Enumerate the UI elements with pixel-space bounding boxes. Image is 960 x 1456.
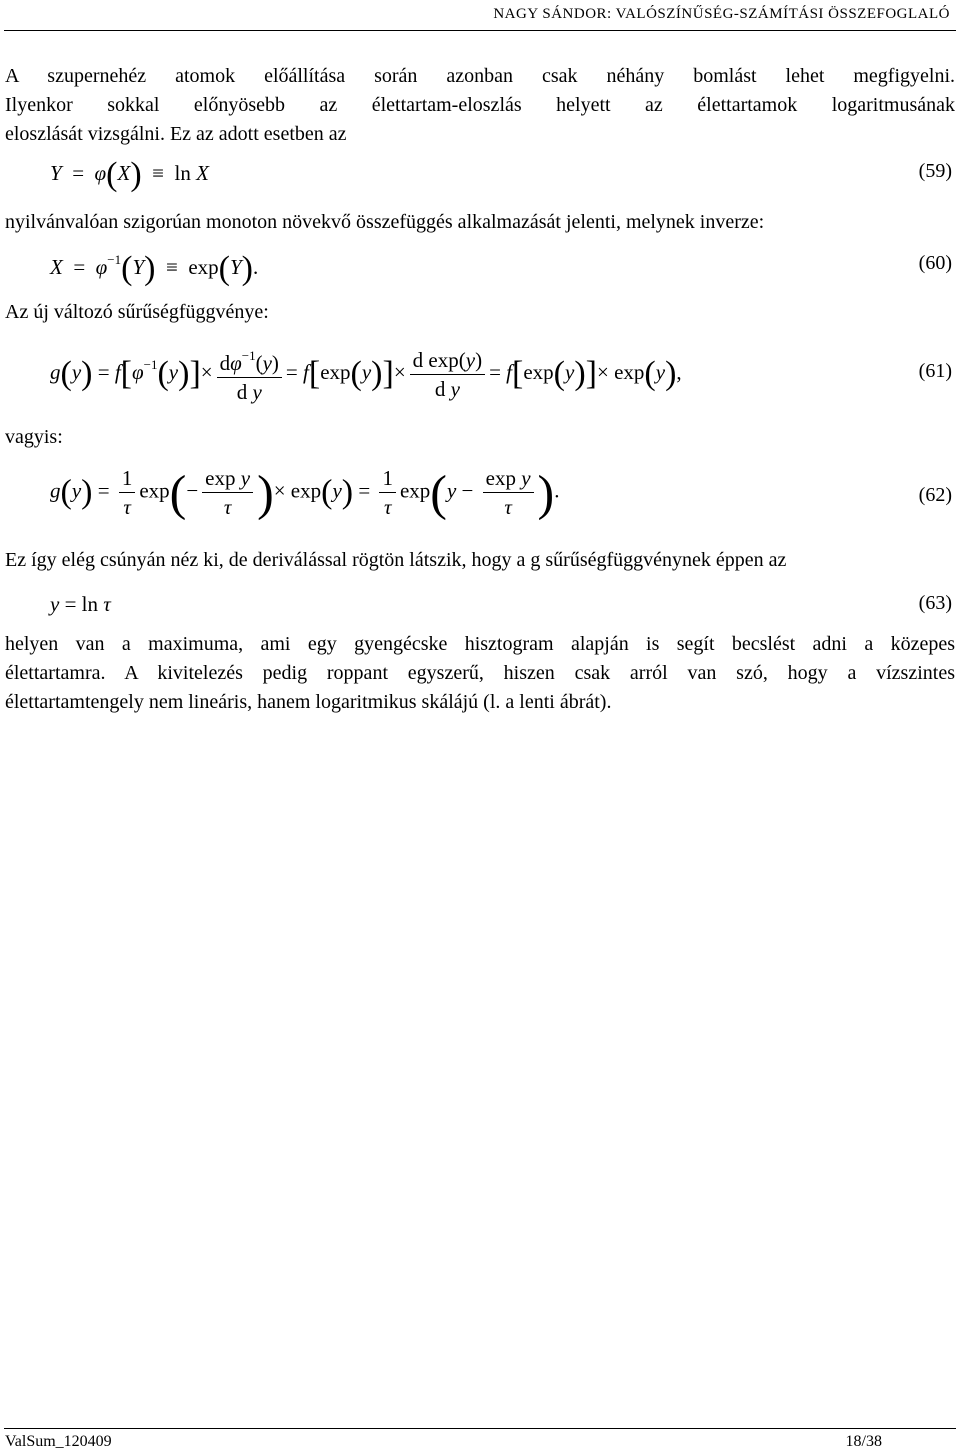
paragraph-intro (5, 62, 955, 149)
paragraph-line: Ilyenkor sokkal előnyösebb az élettartam-eloszlás helyett az élettartamok logaritmusának (5, 94, 955, 116)
paragraph-line: Az új változó sűrűségfüggvénye: (5, 301, 269, 323)
paragraph-line: élettartamra. A kivitelezés pedig roppant egyszerű, hiszen csak arról van szó, hogy a vízszintes (5, 662, 955, 684)
paragraph-line: A szupernehéz atomok előállítása során azonban csak néhány bomlást lehet megfigyelni. (5, 65, 955, 87)
equation-59 (0, 156, 960, 200)
paragraph-line: nyilvánvalóan szigorúan monoton növekvő összefüggés alkalmazását jelenti, melynek inverze: (5, 211, 765, 233)
paragraph-line: Ez így elég csúnyán néz ki, de deriválással rögtön látszik, hogy a g sűrűségfüggvénynek éppen az (5, 549, 787, 571)
footer-divider (4, 1428, 956, 1429)
equation-number: (61) (918, 360, 952, 382)
equation-60-body: $X = \varphi^{-1}(Y) \equiv \exp(Y)$. (50, 250, 259, 288)
equation-63 (0, 592, 960, 632)
running-header: NAGY SÁNDOR: VALÓSZÍNŰSÉG-SZÁMÍTÁSI ÖSSZEFOGLALÓ (493, 6, 950, 22)
paragraph-inverse (5, 208, 955, 237)
paragraph-line: helyen van a maximuma, ami egy gyengécske hisztogram alapján is segít becslést adni a közepes (5, 633, 955, 655)
equation-59-body: Y = φ(X) ≡ ln X (50, 156, 209, 193)
equation-61 (0, 338, 960, 410)
paragraph-density (5, 298, 955, 327)
equation-61-body: $g(y) = f[\varphi^{-1}(y)]\times$ $\frac{d\varphi^{-1}(y)}{\text{d y}}$ = f[exp(y)]× $\frac{\text{d exp(y)}}{\text{d y}}$ = f[exp(y)]× exp(y), (50, 347, 682, 404)
equation-63-body: y = ln τ (50, 592, 111, 616)
header-divider (4, 30, 956, 31)
equation-number: (63) (918, 592, 952, 614)
equation-number: (60) (918, 252, 952, 274)
paragraph-conclusion (5, 630, 955, 717)
equation-number: (59) (918, 160, 952, 182)
equation-number: (62) (918, 484, 952, 506)
paragraph-line: eloszlását vizsgálni. Ez az adott esetben az (5, 123, 347, 145)
equation-60 (0, 252, 960, 292)
footer-doc-id: ValSum_120409 (5, 1433, 112, 1450)
page-number: 18/38 (845, 1433, 882, 1450)
paragraph-line: élettartamtengely nem lineáris, hanem logaritmikus skálájú (l. a lenti ábrát). (5, 691, 612, 713)
paragraph-maximum (5, 546, 955, 575)
equation-62 (0, 462, 960, 534)
vagyis-label: vagyis: (5, 426, 63, 448)
equation-62-body: g(y) = $\frac{1}{\tau}$ exp(− $\frac{\text{exp y}}{\tau}$ )× exp(y) = $\frac{1}{\tau}$ exp(y − $\frac{\text{exp y}}{\tau}$ ). (50, 464, 560, 521)
